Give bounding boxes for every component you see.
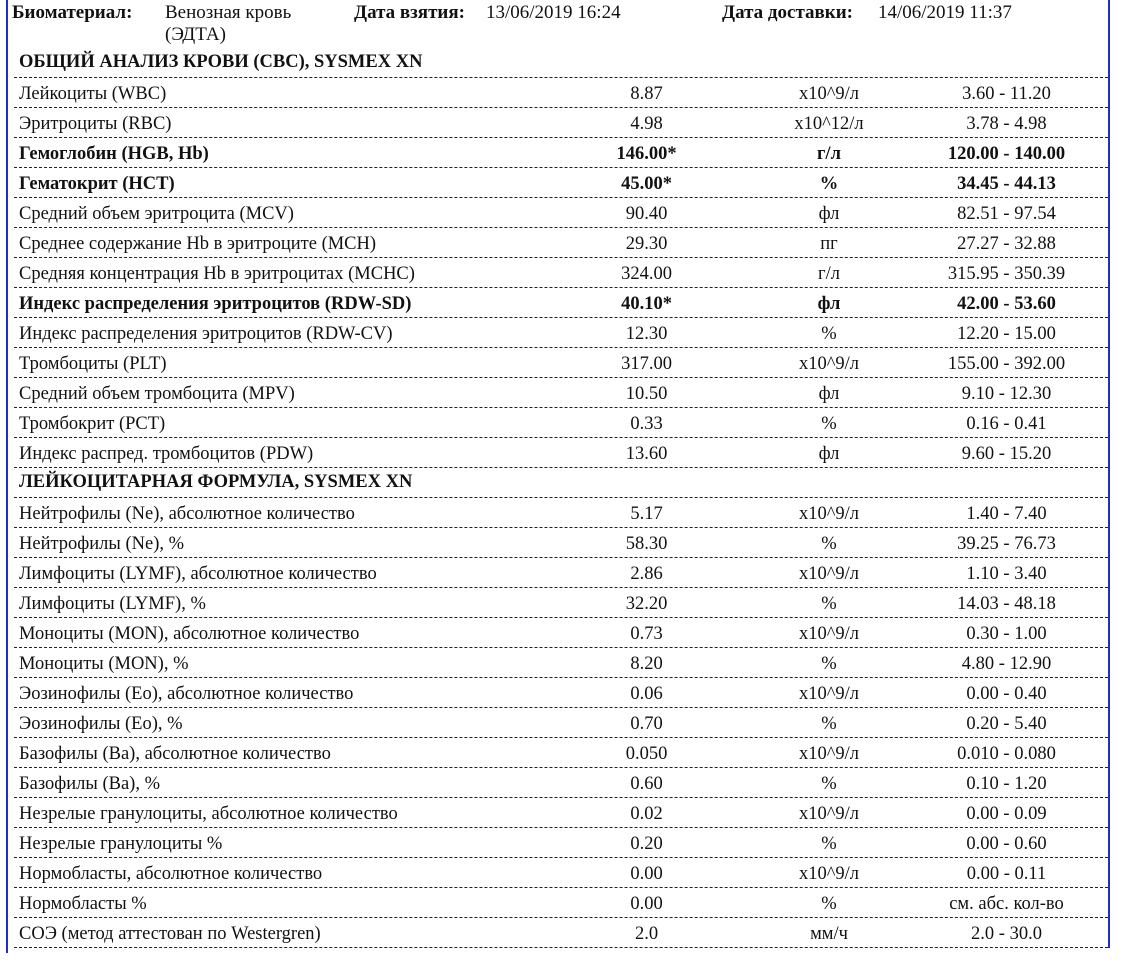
section-header — [14, 48, 1108, 78]
unit: % — [821, 774, 837, 794]
reference-range: 82.51 - 97.54 — [957, 204, 1056, 224]
table-row — [14, 228, 1108, 258]
unit: фл — [818, 444, 840, 464]
reference-range: 42.00 - 53.60 — [957, 294, 1056, 314]
reference-range: 155.00 - 392.00 — [947, 354, 1066, 374]
table-row — [14, 78, 1108, 108]
table-row — [14, 288, 1108, 318]
reference-range: 0.00 - 0.60 — [966, 834, 1047, 854]
reference-range: 0.16 - 0.41 — [966, 414, 1047, 434]
test-name: Нормобласты, абсолютное количество — [19, 864, 323, 884]
result-value: 0.00 — [630, 864, 663, 884]
test-name: Нейтрофилы (Ne), % — [19, 534, 185, 554]
unit: % — [819, 174, 839, 194]
reference-range: 1.10 - 3.40 — [966, 564, 1047, 584]
test-name: Гемоглобин (HGB, Hb) — [19, 144, 209, 164]
reference-range: 9.60 - 15.20 — [961, 444, 1052, 464]
result-value: 2.0 — [634, 924, 659, 944]
date-taken-value: 13/06/2019 16:24 — [486, 2, 621, 23]
reference-range: 0.30 - 1.00 — [966, 624, 1047, 644]
test-name: Средний объем тромбоцита (MPV) — [19, 384, 295, 404]
unit: % — [821, 654, 837, 674]
table-row — [14, 498, 1108, 528]
result-value: 5.17 — [630, 504, 663, 524]
reference-range: 12.20 - 15.00 — [957, 324, 1056, 344]
reference-range: 0.20 - 5.40 — [966, 714, 1047, 734]
unit: г/л — [818, 264, 840, 284]
test-name: Моноциты (MON), % — [19, 654, 189, 674]
reference-range: см. абс. кол-во — [949, 894, 1064, 914]
table-row — [14, 648, 1108, 678]
unit: фл — [818, 204, 840, 224]
unit: % — [821, 714, 837, 734]
table-row — [14, 528, 1108, 558]
table-row — [14, 768, 1108, 798]
reference-range: 120.00 - 140.00 — [947, 144, 1066, 164]
result-value: 4.98 — [630, 114, 663, 134]
table-row — [14, 618, 1108, 648]
table-row — [14, 198, 1108, 228]
test-name: Лейкоциты (WBC) — [19, 84, 167, 104]
table-row — [14, 108, 1108, 138]
test-name: Средний объем эритроцита (MCV) — [19, 204, 294, 224]
unit: x10^9/л — [798, 684, 860, 704]
date-delivered-value: 14/06/2019 11:37 — [878, 2, 1012, 23]
result-value: 0.73 — [630, 624, 663, 644]
unit: x10^9/л — [798, 864, 860, 884]
reference-range: 0.00 - 0.40 — [966, 684, 1047, 704]
reference-range: 2.0 - 30.0 — [971, 924, 1042, 944]
left-border-line — [6, 0, 8, 953]
date-taken-label: Дата взятия: — [354, 2, 465, 23]
unit: % — [821, 594, 837, 614]
biomaterial-label: Биоматериал: — [12, 2, 133, 23]
unit: % — [821, 534, 837, 554]
unit: x10^9/л — [798, 804, 860, 824]
table-row — [14, 588, 1108, 618]
result-value: 146.00* — [616, 144, 677, 164]
reference-range: 27.27 - 32.88 — [957, 234, 1056, 254]
reference-range: 39.25 - 76.73 — [957, 534, 1056, 554]
test-name: Лимфоциты (LYMF), абсолютное количество — [19, 564, 377, 584]
result-value: 324.00 — [621, 264, 672, 284]
section-title: ЛЕЙКОЦИТАРНАЯ ФОРМУЛА, SYSMEX XN — [19, 472, 413, 492]
reference-range: 0.00 - 0.11 — [966, 864, 1047, 884]
result-value: 0.33 — [630, 414, 663, 434]
test-name: Индекс распред. тромбоцитов (PDW) — [19, 444, 314, 464]
test-name: Гематокрит (HCT) — [19, 174, 175, 194]
table-row — [14, 378, 1108, 408]
result-value: 0.60 — [630, 774, 663, 794]
reference-range: 9.10 - 12.30 — [961, 384, 1052, 404]
unit: % — [821, 834, 837, 854]
test-name: Нейтрофилы (Ne), абсолютное количество — [19, 504, 355, 524]
unit: г/л — [817, 144, 841, 164]
unit: x10^9/л — [798, 504, 860, 524]
result-value: 0.20 — [630, 834, 663, 854]
test-name: СОЭ (метод аттестован по Westergren) — [19, 924, 321, 944]
result-value: 2.86 — [630, 564, 663, 584]
reference-range: 1.40 - 7.40 — [966, 504, 1047, 524]
unit: мм/ч — [810, 924, 848, 944]
result-value: 32.20 — [625, 594, 668, 614]
table-row — [14, 138, 1108, 168]
reference-range: 14.03 - 48.18 — [957, 594, 1056, 614]
test-name: Базофилы (Ba), % — [19, 774, 160, 794]
reference-range: 315.95 - 350.39 — [947, 264, 1066, 284]
table-row — [14, 678, 1108, 708]
table-row — [14, 708, 1108, 738]
test-name: Эритроциты (RBC) — [19, 114, 172, 134]
date-delivered-label: Дата доставки: — [722, 2, 853, 23]
table-row — [14, 858, 1108, 888]
reference-range: 0.00 - 0.09 — [966, 804, 1047, 824]
unit: x10^9/л — [798, 84, 860, 104]
reference-range: 0.10 - 1.20 — [966, 774, 1047, 794]
result-value: 8.20 — [630, 654, 663, 674]
reference-range: 3.78 - 4.98 — [966, 114, 1047, 134]
section-header — [14, 468, 1108, 498]
table-row — [14, 828, 1108, 858]
right-border-line — [1108, 0, 1110, 948]
unit: % — [821, 324, 837, 344]
table-row — [14, 318, 1108, 348]
table-row — [14, 738, 1108, 768]
table-row — [14, 888, 1108, 918]
result-value: 90.40 — [625, 204, 668, 224]
test-name: Нормобласты % — [19, 894, 147, 914]
table-row — [14, 168, 1108, 198]
test-name: Среднее содержание Hb в эритроците (MCH) — [19, 234, 377, 254]
table-row — [14, 408, 1108, 438]
unit: x10^9/л — [798, 624, 860, 644]
test-name: Моноциты (MON), абсолютное количество — [19, 624, 360, 644]
unit: x10^12/л — [794, 114, 864, 134]
table-row — [14, 438, 1108, 468]
result-value: 13.60 — [625, 444, 668, 464]
unit: x10^9/л — [798, 744, 860, 764]
result-value: 12.30 — [625, 324, 668, 344]
table-row — [14, 348, 1108, 378]
reference-range: 4.80 - 12.90 — [961, 654, 1052, 674]
result-value: 10.50 — [625, 384, 668, 404]
test-name: Базофилы (Ba), абсолютное количество — [19, 744, 331, 764]
result-value: 40.10* — [621, 294, 672, 314]
test-name: Средняя концентрация Hb в эритроцитах (MCHC) — [19, 264, 415, 284]
unit: фл — [817, 294, 841, 314]
report-header — [12, 0, 1102, 48]
test-name: Незрелые гранулоциты, абсолютное количество — [19, 804, 398, 824]
test-name: Индекс распределения эритроцитов (RDW-SD) — [19, 294, 412, 314]
result-value: 0.050 — [625, 744, 668, 764]
results-table — [14, 48, 1108, 948]
reference-range: 34.45 - 44.13 — [957, 174, 1056, 194]
result-value: 0.00 — [630, 894, 663, 914]
reference-range: 0.010 - 0.080 — [957, 744, 1056, 764]
unit: % — [821, 414, 837, 434]
result-value: 45.00* — [621, 174, 672, 194]
biomaterial-value: Венозная кровь — [165, 2, 292, 23]
test-name: Тромбоциты (PLT) — [19, 354, 167, 374]
unit: фл — [818, 384, 840, 404]
unit: % — [821, 894, 837, 914]
test-name: Индекс распределения эритроцитов (RDW-CV) — [19, 324, 393, 344]
result-value: 0.06 — [630, 684, 663, 704]
table-row — [14, 258, 1108, 288]
result-value: 0.70 — [630, 714, 663, 734]
result-value: 58.30 — [625, 534, 668, 554]
result-value: 0.02 — [630, 804, 663, 824]
unit: x10^9/л — [798, 564, 860, 584]
biomaterial-value-line2: (ЭДТА) — [165, 24, 226, 45]
table-row — [14, 558, 1108, 588]
reference-range: 3.60 - 11.20 — [962, 84, 1051, 104]
table-row — [14, 918, 1108, 948]
test-name: Эозинофилы (Eo), % — [19, 714, 183, 734]
test-name: Лимфоциты (LYMF), % — [19, 594, 206, 614]
test-name: Тромбокрит (PCT) — [19, 414, 166, 434]
result-value: 29.30 — [625, 234, 668, 254]
unit: пг — [820, 234, 838, 254]
result-value: 8.87 — [630, 84, 663, 104]
table-row — [14, 798, 1108, 828]
test-name: Эозинофилы (Eo), абсолютное количество — [19, 684, 354, 704]
test-name: Незрелые гранулоциты % — [19, 834, 223, 854]
unit: x10^9/л — [798, 354, 860, 374]
result-value: 317.00 — [621, 354, 672, 374]
section-title: ОБЩИЙ АНАЛИЗ КРОВИ (CBC), SYSMEX XN — [19, 52, 423, 72]
